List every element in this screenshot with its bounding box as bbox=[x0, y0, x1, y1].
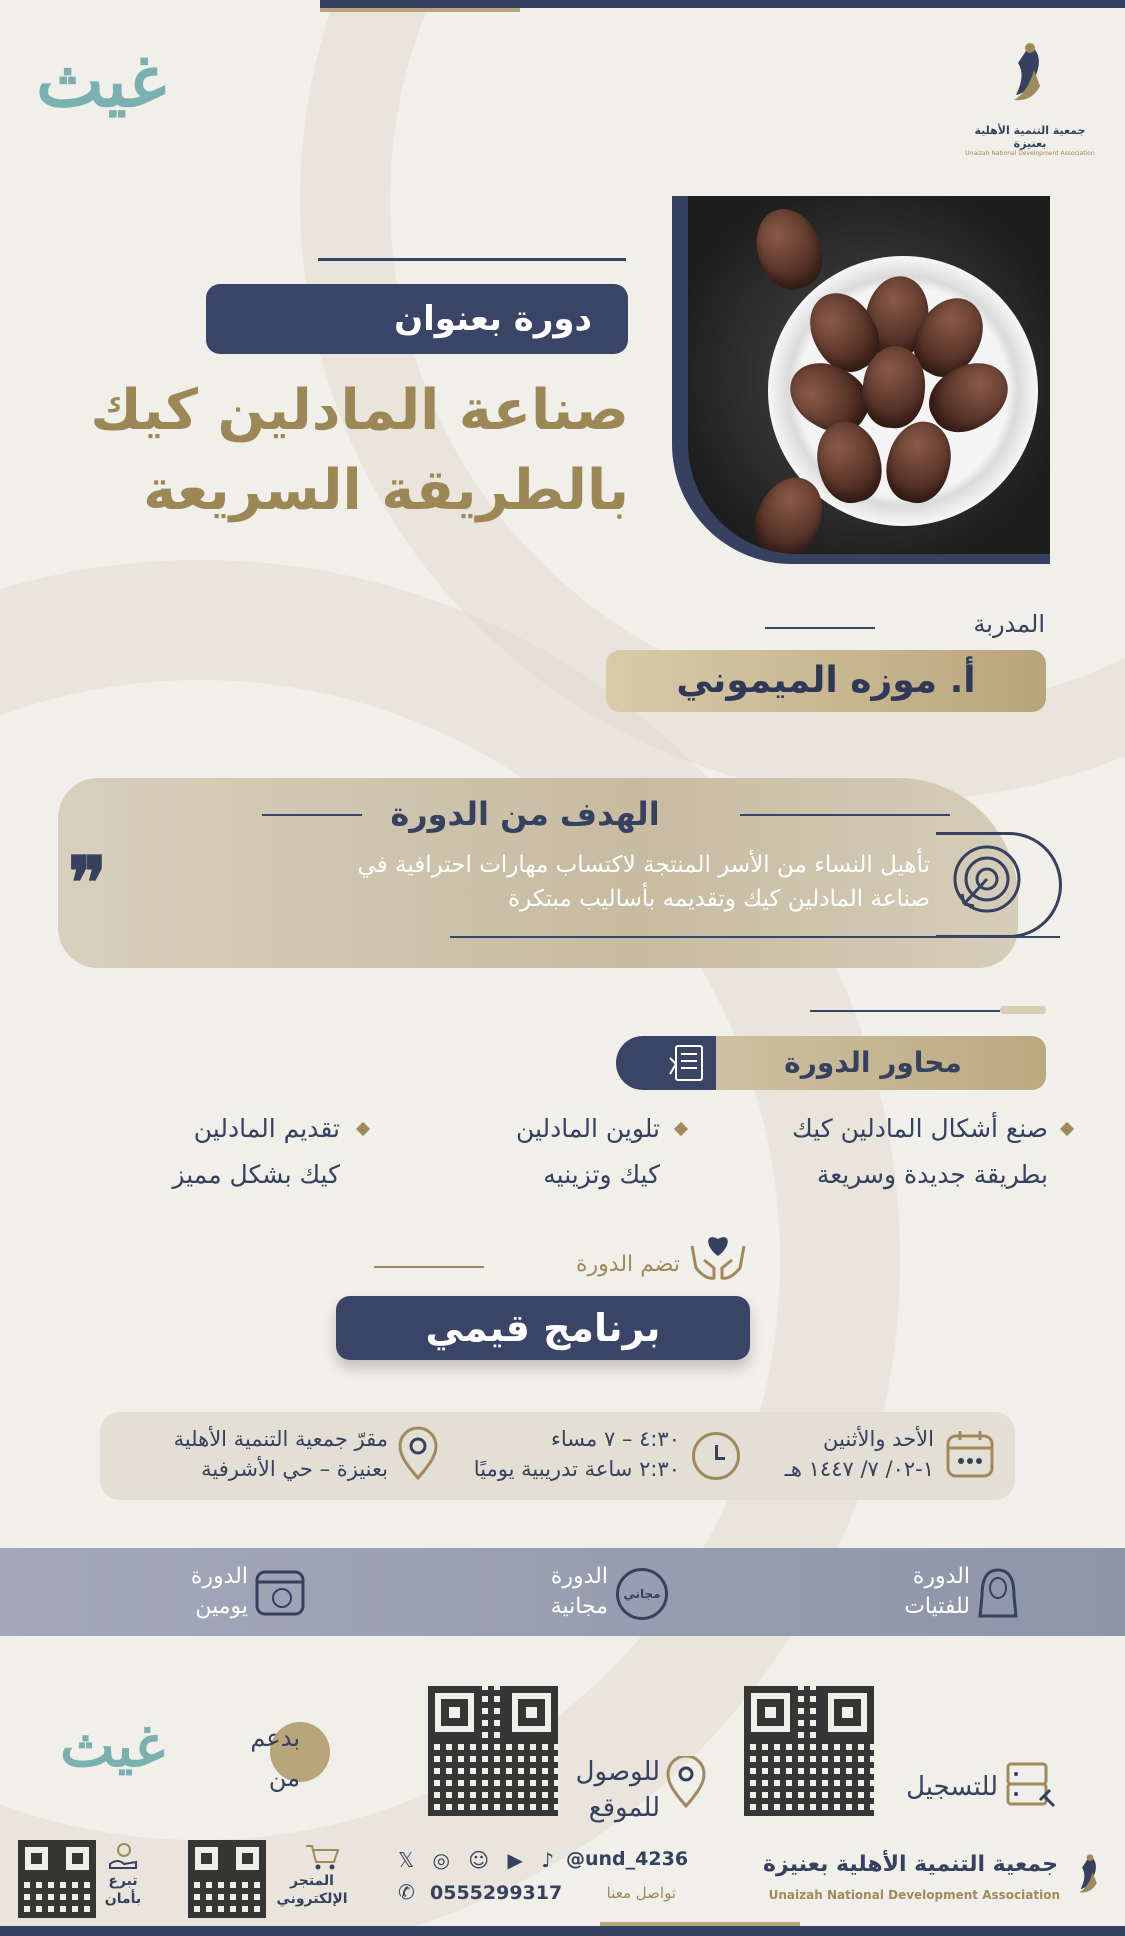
clock-icon bbox=[692, 1432, 740, 1480]
instagram-icon[interactable]: ◎ bbox=[432, 1848, 456, 1872]
donate-qr-code[interactable] bbox=[18, 1840, 96, 1918]
top-bar-accent bbox=[320, 8, 520, 12]
donate-hand-icon bbox=[108, 1842, 140, 1872]
info-time-line1: ٤:٣٠ – ٧ مساء bbox=[551, 1427, 680, 1451]
axis-item-1-line1: صنع أشكال المادلين كيك bbox=[792, 1114, 1048, 1143]
axis-item-2 bbox=[380, 1106, 660, 1198]
calendar-icon bbox=[944, 1428, 996, 1480]
ghayth-logo-small: غيث bbox=[60, 1712, 165, 1780]
goal-line2: صناعة المادلين كيك وتقديمه بأساليب مبتكرة bbox=[508, 886, 930, 912]
store-cart-icon bbox=[304, 1842, 340, 1872]
donate-label-line2: بأمان bbox=[104, 1891, 142, 1907]
feature-girls-line1: الدورة bbox=[912, 1564, 970, 1589]
feature-free-line2: مجانية bbox=[550, 1594, 608, 1619]
feature-free-line1: الدورة bbox=[550, 1564, 608, 1589]
course-title-line1: صناعة المادلين كيك bbox=[90, 378, 629, 443]
bottom-bar bbox=[0, 1926, 1125, 1936]
goal-line1: تأهيل النساء من الأسر المنتجة لاكتساب مهارات احترافية في bbox=[357, 852, 930, 878]
includes-value: برنامج قيمي bbox=[336, 1296, 750, 1360]
youtube-icon[interactable]: ▶ bbox=[507, 1848, 529, 1872]
goal-heading: الهدف من الدورة bbox=[390, 795, 660, 833]
donate-label-line1: تبرع bbox=[108, 1873, 138, 1889]
location-pin-icon bbox=[664, 1756, 708, 1810]
location-label-line2: للموقع bbox=[588, 1793, 660, 1823]
whatsapp-icon[interactable]: ✆ bbox=[398, 1880, 415, 1904]
info-place-line2: بعنيزة – حي الأشرفية bbox=[201, 1457, 388, 1481]
course-title-line2: بالطريقة السريعة bbox=[143, 458, 629, 523]
feature-days bbox=[108, 1562, 248, 1622]
register-qr-code[interactable] bbox=[744, 1686, 874, 1816]
axes-icon-box bbox=[616, 1036, 716, 1090]
info-place bbox=[110, 1424, 388, 1484]
location-label bbox=[560, 1754, 660, 1826]
feature-days-line1: الدورة bbox=[190, 1564, 248, 1589]
includes-label: تضم الدورة bbox=[576, 1252, 680, 1277]
axis-item-3-line1: تقديم المادلين bbox=[193, 1114, 340, 1143]
store-label bbox=[272, 1872, 352, 1908]
location-label-line1: للوصول bbox=[575, 1757, 660, 1787]
location-qr-code[interactable] bbox=[428, 1686, 558, 1816]
axis-bullet bbox=[1060, 1122, 1074, 1136]
feature-days-line2: يومين bbox=[195, 1594, 248, 1619]
heart-hands-icon bbox=[686, 1226, 750, 1286]
social-icons bbox=[398, 1848, 560, 1872]
x-icon[interactable]: 𝕏 bbox=[398, 1848, 421, 1872]
store-label-line2: الإلكتروني bbox=[276, 1891, 348, 1907]
target-icon bbox=[950, 842, 1024, 916]
bottom-bar-accent bbox=[600, 1922, 800, 1926]
axes-heading: محاور الدورة bbox=[700, 1036, 1046, 1090]
quote-icon: ❞ bbox=[68, 840, 107, 925]
madeleine-photo bbox=[688, 196, 1050, 554]
social-handle[interactable]: @und_4236 bbox=[566, 1848, 689, 1870]
location-pin-icon bbox=[394, 1426, 442, 1482]
free-badge-icon: مجاني bbox=[616, 1568, 668, 1620]
support-label-line2: من bbox=[268, 1764, 300, 1792]
trainer-line bbox=[765, 627, 875, 629]
donate-label bbox=[98, 1872, 148, 1908]
association-emblem-icon bbox=[1070, 1846, 1110, 1912]
axes-line-accent bbox=[1000, 1006, 1046, 1014]
support-label bbox=[180, 1718, 300, 1798]
info-date bbox=[740, 1424, 934, 1484]
info-date-line1: الأحد والأثنين bbox=[823, 1427, 934, 1451]
association-name-ar: جمعية التنمية الأهلية بعنيزة bbox=[974, 124, 1086, 150]
info-time-line2: ٢:٣٠ ساعة تدريبية يوميًا bbox=[473, 1457, 680, 1481]
snapchat-icon[interactable]: ☺ bbox=[468, 1848, 496, 1872]
association-emblem-icon bbox=[1000, 40, 1060, 120]
axes-line bbox=[810, 1010, 1000, 1012]
ghayth-logo: غيث bbox=[36, 38, 167, 123]
axis-item-1-line2: بطريقة جديدة وسريعة bbox=[816, 1160, 1048, 1189]
footer-assoc-name-en: Unaizah National Development Association bbox=[768, 1888, 1060, 1902]
axis-item-2-line2: كيك وتزينيه bbox=[543, 1160, 660, 1189]
info-place-line1: مقرّ جمعية التنمية الأهلية bbox=[173, 1427, 388, 1451]
store-label-line1: المتجر bbox=[290, 1873, 334, 1889]
association-name-en: Unaizah National Development Association bbox=[965, 150, 1095, 157]
tiktok-icon[interactable]: ♪ bbox=[541, 1848, 561, 1872]
store-qr-code[interactable] bbox=[188, 1840, 266, 1918]
axis-item-1 bbox=[700, 1106, 1048, 1198]
axis-item-3-line2: كيك بشكل مميز bbox=[172, 1160, 340, 1189]
trainer-label: المدربة bbox=[973, 610, 1045, 638]
goal-text bbox=[150, 848, 930, 916]
top-bar bbox=[320, 0, 1125, 8]
association-logo bbox=[960, 40, 1100, 157]
course-label: دورة بعنوان bbox=[206, 284, 628, 354]
contact-label: تواصل معنا bbox=[606, 1884, 676, 1902]
calendar-icon bbox=[254, 1566, 306, 1618]
axis-item-3 bbox=[40, 1106, 340, 1198]
axis-item-2-line1: تلوين المادلين bbox=[515, 1114, 660, 1143]
phone-number[interactable]: 0555299317 bbox=[430, 1882, 563, 1904]
trainer-name: أ. موزه الميموني bbox=[606, 650, 1046, 712]
register-icon bbox=[1004, 1760, 1060, 1814]
goal-line-left bbox=[262, 814, 362, 816]
feature-girls bbox=[830, 1562, 970, 1622]
goal-line-right bbox=[740, 814, 950, 816]
feature-free bbox=[470, 1562, 608, 1622]
divider-line bbox=[318, 258, 626, 261]
support-label-line1: بدعم bbox=[250, 1724, 300, 1752]
includes-line bbox=[374, 1266, 484, 1268]
info-date-line2: ١-٠٢/ ٧/ ١٤٤٧ هـ bbox=[784, 1457, 934, 1481]
info-time bbox=[430, 1424, 680, 1484]
goal-underline bbox=[450, 936, 1060, 938]
register-label: للتسجيل bbox=[906, 1772, 998, 1802]
footer-assoc-name-ar: جمعية التنمية الأهلية بعنيزة bbox=[763, 1852, 1058, 1877]
feature-girls-line2: للفتيات bbox=[904, 1594, 970, 1619]
notes-icon bbox=[662, 1038, 722, 1088]
woman-icon bbox=[976, 1566, 1020, 1620]
